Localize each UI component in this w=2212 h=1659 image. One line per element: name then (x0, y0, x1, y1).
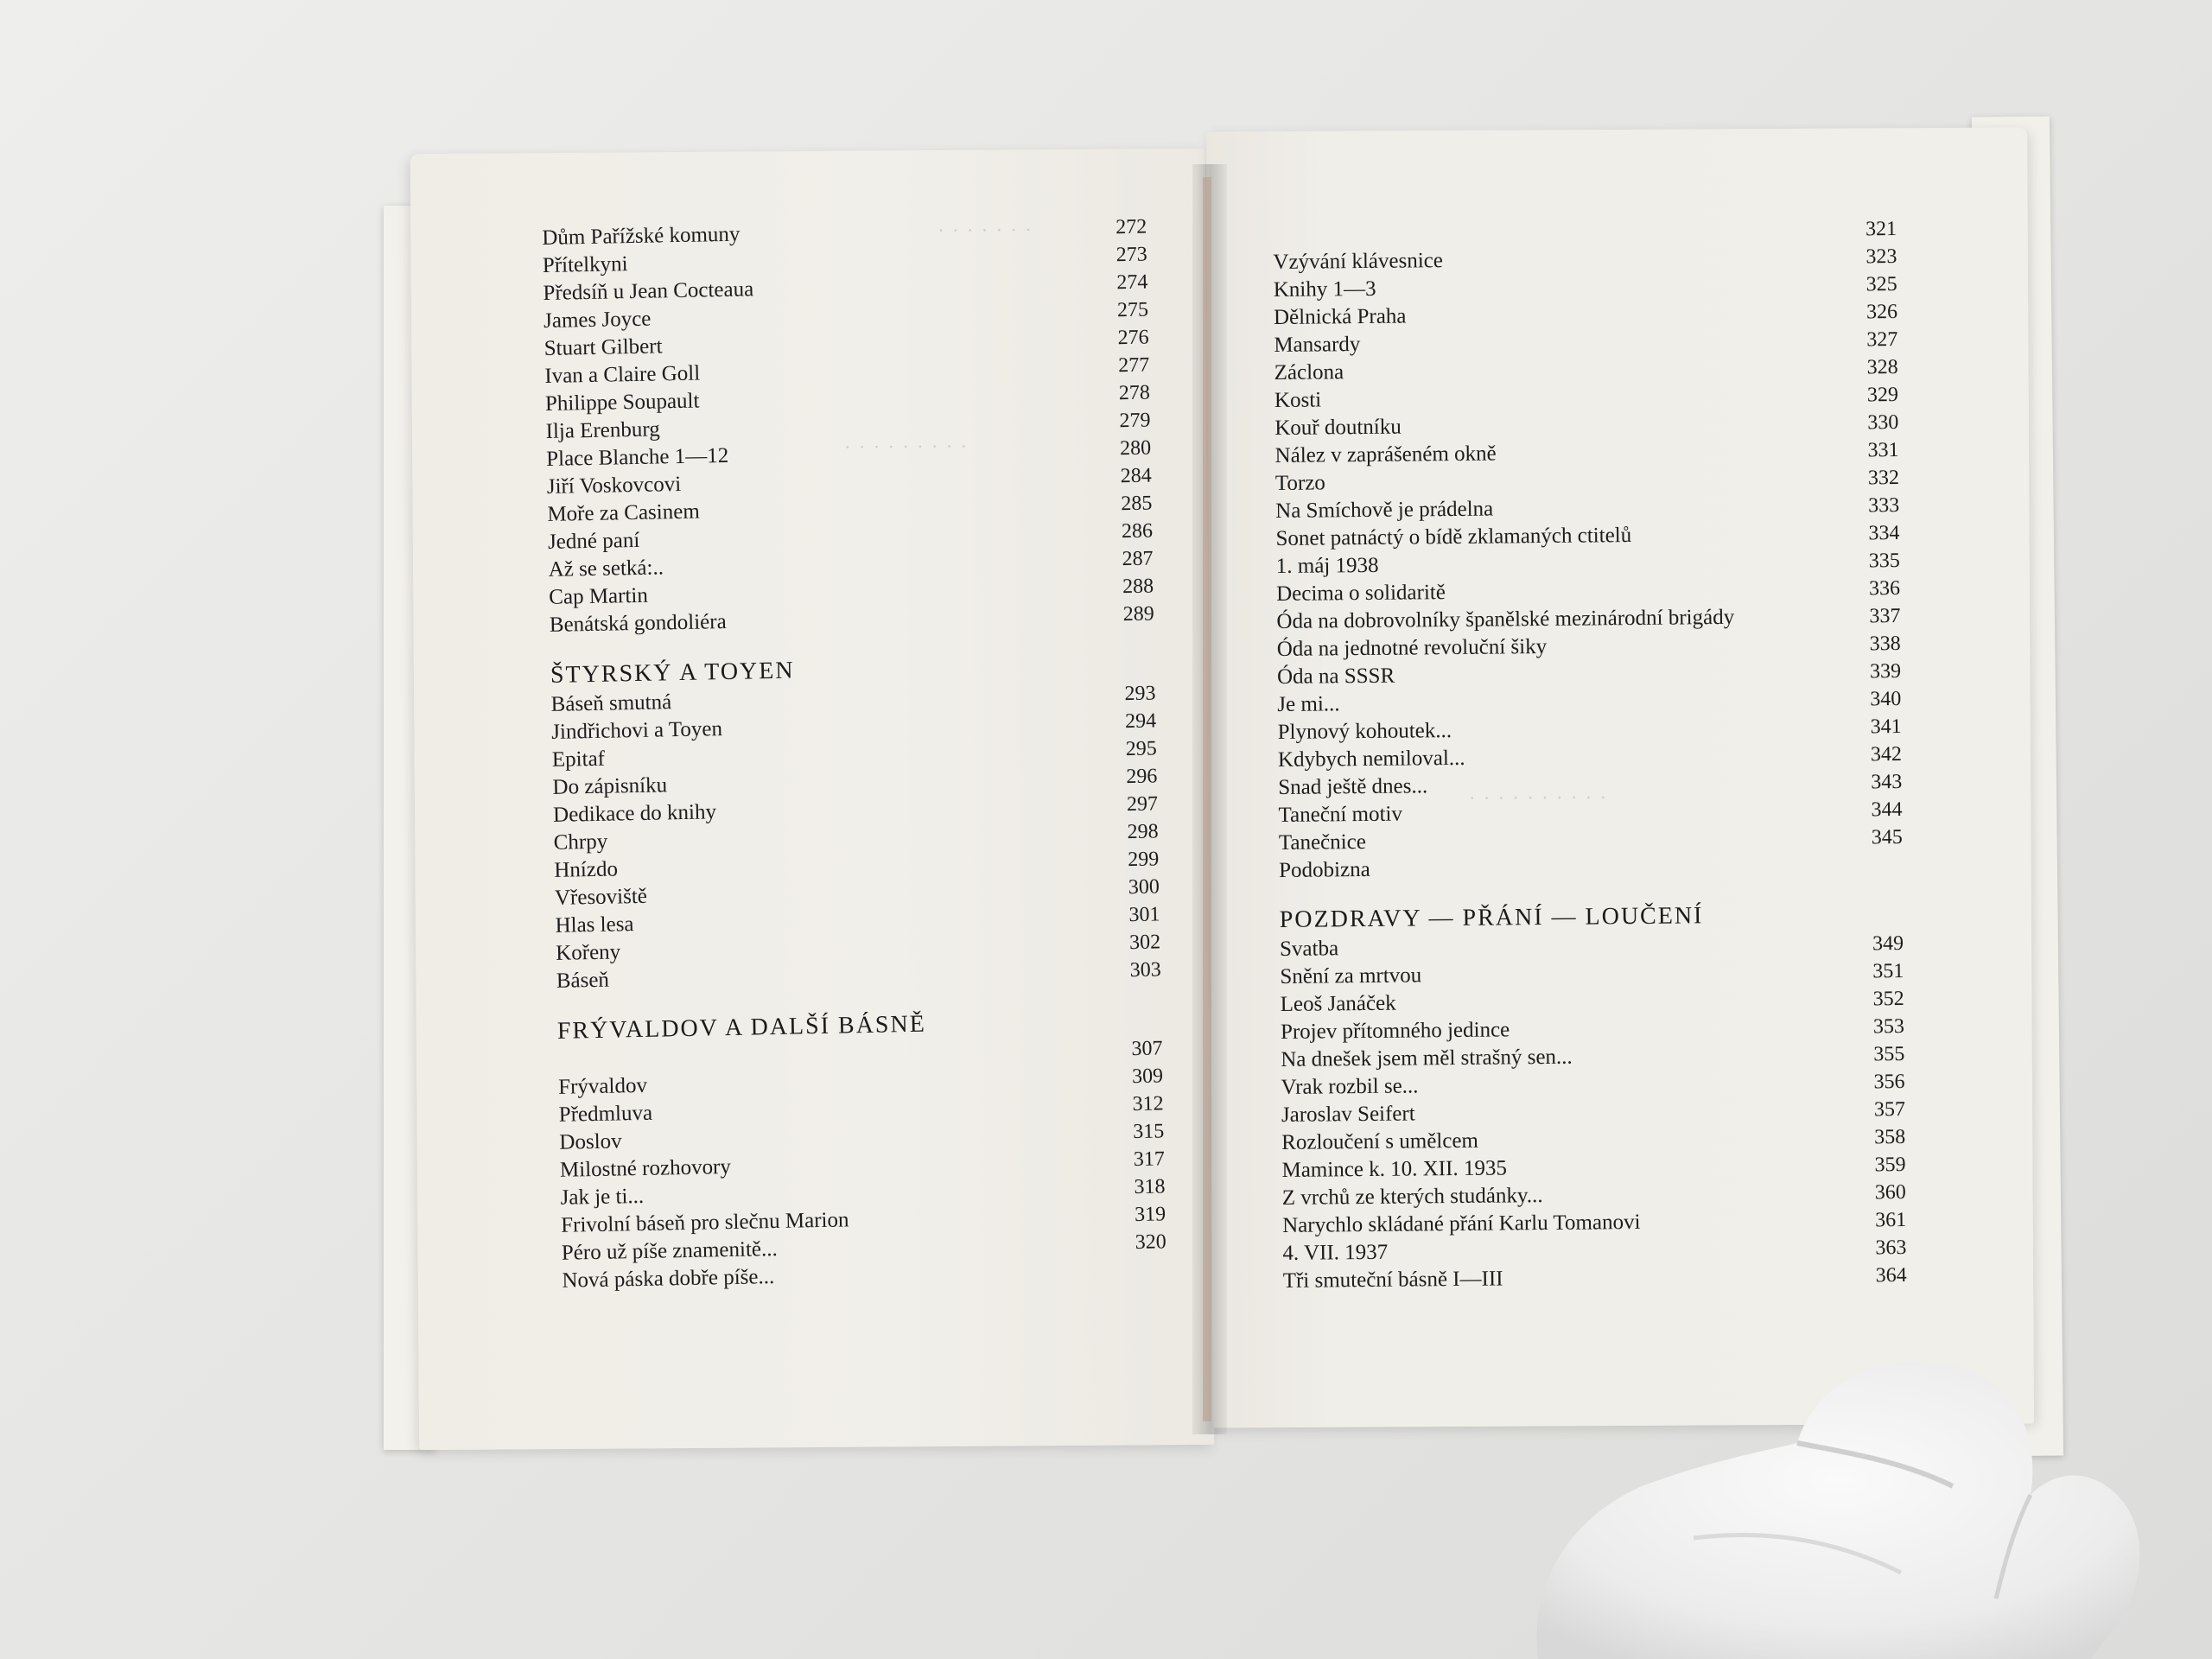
toc-entry-title: James Joyce (543, 307, 652, 333)
toc-entry-title: Předsíň u Jean Cocteaua (543, 277, 754, 305)
right-table-of-contents (1273, 216, 1907, 1295)
toc-entry-page: 301 (1128, 903, 1160, 927)
toc-entry-page: 343 (1871, 771, 1903, 794)
toc-entry-page: 345 (1871, 826, 1903, 849)
toc-entry-title: Mansardy (1274, 333, 1361, 357)
toc-entry-page: 286 (1121, 519, 1154, 543)
toc-entry-title: Kdybych nemiloval... (1277, 746, 1465, 772)
toc-entry-title: Kosti (1274, 388, 1322, 412)
toc-entry-page: 325 (1866, 273, 1897, 296)
toc-list (1273, 216, 1903, 884)
toc-entry-page: 299 (1127, 848, 1160, 872)
toc-entry-page: 335 (1868, 550, 1900, 573)
toc-entry-page: 332 (1867, 467, 1899, 490)
show-through-text: · · · · · · · (938, 219, 1033, 241)
toc-entry-title: Decima o solidaritě (1276, 581, 1446, 606)
toc-entry-page: 338 (1869, 632, 1901, 656)
toc-entry-title: Do zápisníku (552, 773, 668, 799)
toc-entry-page: 352 (1872, 988, 1904, 1011)
toc-entry-page: 317 (1133, 1147, 1166, 1172)
toc-entry-title: Sonet patnáctý o bídě zklamaných ctitelů (1275, 524, 1632, 550)
toc-list (542, 213, 1154, 639)
toc-entry-title: Stuart Gilbert (543, 334, 663, 360)
toc-entry-title: Taneční motiv (1278, 802, 1403, 827)
toc-entry-title: Leoš Janáček (1280, 991, 1396, 1016)
toc-entry-title: Kořeny (555, 940, 621, 965)
toc-entry-page: 272 (1115, 215, 1147, 239)
toc-entry-title: Moře za Casinem (547, 499, 701, 526)
toc-entry-page: 336 (1868, 577, 1901, 601)
toc-entry-page: 334 (1868, 522, 1900, 545)
toc-entry-title: Frivolní báseň pro slečnu Marion (560, 1208, 849, 1237)
toc-entry-title: Projev přítomného jedince (1280, 1018, 1510, 1044)
toc-entry-page: 276 (1117, 326, 1149, 350)
toc-entry-title: Narychlo skládané přání Karlu Tomanovi (1282, 1210, 1641, 1237)
toc-entry-page: 300 (1128, 875, 1160, 899)
toc-entry-page: 342 (1870, 743, 1903, 766)
toc-entry-page: 330 (1867, 411, 1899, 435)
toc-entry-title: Je mi... (1277, 692, 1340, 716)
toc-entry-title: Přítelkyni (542, 252, 628, 277)
show-through-text: · · · · · · · · · · (1469, 786, 1608, 809)
toc-entry-title: Place Blanche 1—12 (545, 443, 729, 471)
toc-entry-page: 285 (1121, 492, 1153, 516)
toc-entry-page: 296 (1126, 765, 1158, 789)
toc-entry-page: 274 (1116, 270, 1148, 295)
section-heading: ŠTYRSKÝ A TOYEN (550, 657, 795, 689)
toc-entry-title: Nález v zaprášeném okně (1274, 442, 1497, 467)
toc-entry-title: Předmluva (558, 1101, 653, 1127)
toc-entry-page: 323 (1866, 245, 1897, 269)
toc-entry-title: Cap Martin (549, 583, 649, 609)
toc-entry-title: Na Smíchově je prádelna (1275, 497, 1494, 523)
toc-entry-page: 356 (1873, 1071, 1905, 1094)
toc-entry-title: Jiří Voskovcovi (546, 472, 682, 499)
toc-entry-page: 328 (1866, 356, 1898, 379)
toc-entry-title: Podobizna (1279, 857, 1370, 882)
toc-entry-title: Knihy 1—3 (1273, 276, 1376, 302)
toc-entry-page: 321 (1865, 218, 1897, 241)
toc-entry-title: Chrpy (553, 830, 608, 855)
toc-entry-title: Philippe Soupault (544, 389, 700, 416)
toc-entry-title: Péro už píše znamenitě... (561, 1236, 778, 1265)
toc-entry-page: 358 (1874, 1126, 1906, 1149)
toc-entry-title: Benátská gondoliéra (549, 609, 727, 637)
toc-list (550, 679, 1161, 995)
toc-entry-title: Óda na SSSR (1276, 664, 1395, 689)
toc-entry-page: 329 (1866, 384, 1899, 407)
toc-entry-page: 339 (1869, 660, 1902, 683)
toc-entry-page: 340 (1870, 688, 1902, 711)
toc-entry-title: Frývaldov (557, 1073, 648, 1099)
section-heading: FRÝVALDOV A DALŠÍ BÁSNĚ (556, 1010, 927, 1045)
toc-entry-title: Epitaf (551, 747, 606, 772)
toc-entry-title: Torzo (1274, 471, 1325, 495)
toc-entry (1279, 851, 1903, 884)
toc-entry-page: 320 (1135, 1230, 1166, 1255)
toc-entry-title: Doslov (559, 1129, 622, 1154)
toc-entry-page: 298 (1127, 820, 1159, 844)
toc-entry-title: Jindřichovi a Toyen (551, 717, 723, 744)
toc-entry-page: 337 (1869, 605, 1901, 628)
toc-entry-title: Vrak rozbil se... (1281, 1074, 1419, 1099)
toc-entry-title: Vzývání klávesnice (1273, 249, 1444, 274)
toc-entry-page: 333 (1868, 494, 1900, 518)
toc-entry-title: Ivan a Claire Goll (544, 361, 701, 388)
toc-entry-title: Nová páska dobře píše... (562, 1265, 775, 1293)
toc-entry-title: Jak je ti... (560, 1184, 645, 1210)
toc-entry-title: Mamince k. 10. XII. 1935 (1281, 1156, 1508, 1182)
white-glove-hand (1434, 1313, 2212, 1659)
toc-entry-page: 349 (1872, 932, 1904, 956)
toc-entry-page: 307 (1131, 1037, 1163, 1061)
toc-entry-title: Ilja Erenburg (545, 417, 660, 443)
toc-entry-page: 360 (1874, 1181, 1906, 1205)
toc-entry-title: Plynový kohoutek... (1277, 719, 1452, 744)
toc-entry-page: 284 (1120, 464, 1152, 488)
toc-entry-page: 353 (1872, 1015, 1905, 1039)
toc-entry-page: 275 (1116, 298, 1149, 322)
toc-entry-page: 287 (1122, 547, 1154, 571)
toc-entry-page: 303 (1129, 958, 1161, 982)
left-table-of-contents (542, 213, 1167, 1294)
toc-entry-page: 344 (1871, 798, 1903, 822)
toc-entry-title: Vřesoviště (554, 884, 648, 910)
toc-entry-title: Snad ještě dnes... (1278, 774, 1428, 799)
toc-entry-title: 4. VII. 1937 (1282, 1240, 1389, 1265)
toc-entry-title: Dělnická Praha (1273, 304, 1407, 329)
toc-entry-page: 327 (1866, 328, 1898, 352)
toc-list (557, 1035, 1166, 1294)
show-through-text: · · · · · · · · · (844, 435, 969, 458)
toc-entry-title: Óda na jednotné revoluční šiky (1276, 634, 1548, 661)
toc-entry-page: 318 (1134, 1175, 1166, 1199)
toc-entry-page: 363 (1875, 1236, 1907, 1260)
toc-entry-title: Milostné rozhovory (559, 1155, 732, 1182)
toc-entry-title: Záclona (1274, 360, 1344, 385)
toc-entry-page: 355 (1873, 1043, 1905, 1066)
toc-entry-page: 312 (1132, 1092, 1164, 1116)
toc-entry-title: Tanečnice (1278, 830, 1366, 855)
toc-entry-title: Dům Pařížské komuny (542, 222, 741, 250)
toc-entry-page: 361 (1874, 1209, 1907, 1232)
toc-entry-page: 326 (1866, 301, 1898, 324)
toc-entry-title: Kouř doutníku (1274, 415, 1402, 440)
toc-entry-page: 341 (1870, 715, 1902, 739)
toc-entry-page: 280 (1119, 436, 1152, 461)
toc-entry-page: 293 (1124, 682, 1156, 706)
toc-entry-title: Svatba (1279, 937, 1339, 961)
toc-entry-page: 331 (1867, 439, 1899, 462)
toc-entry-page: 277 (1118, 353, 1150, 378)
toc-entry-page: 279 (1119, 409, 1151, 433)
toc-entry-title: Óda na dobrovolníky španělské mezinárodní brigády (1276, 605, 1735, 633)
toc-entry-page: 309 (1131, 1065, 1164, 1089)
toc-entry-page: 315 (1133, 1120, 1165, 1144)
toc-entry-title: 1. máj 1938 (1275, 553, 1379, 578)
toc-entry-title: Báseň (556, 968, 610, 993)
toc-entry-page: 357 (1873, 1098, 1906, 1122)
toc-entry-title: Na dnešek jsem měl strašný sen... (1281, 1045, 1573, 1071)
toc-entry-page: 302 (1128, 931, 1161, 955)
toc-entry-page: 289 (1122, 602, 1155, 626)
toc-entry-title: Snění za mrtvou (1280, 963, 1422, 988)
toc-entry-page: 359 (1874, 1154, 1906, 1177)
toc-entry-page: 351 (1872, 960, 1904, 983)
toc-entry-page: 273 (1116, 243, 1148, 267)
toc-entry-page: 294 (1124, 709, 1157, 734)
toc-entry-page: 364 (1875, 1264, 1907, 1287)
toc-entry-title: Rozloučení s umělcem (1281, 1128, 1479, 1154)
toc-entry-title: Hnízdo (554, 857, 619, 882)
toc-entry-title: Hlas lesa (555, 912, 634, 938)
toc-entry-title: Báseň smutná (550, 690, 672, 716)
toc-entry-title: Až se setká:.. (548, 556, 664, 582)
toc-entry-page: 278 (1118, 381, 1151, 405)
toc-entry-title: Jaroslav Seifert (1281, 1102, 1415, 1127)
section-heading: POZDRAVY — PŘÁNÍ — LOUČENÍ (1279, 902, 1704, 933)
toc-entry-title: Tři smuteční básně I—III (1282, 1267, 1503, 1293)
toc-entry-title: Z vrchů ze kterých studánky... (1281, 1184, 1543, 1210)
toc-entry-title: Dedikace do knihy (552, 800, 717, 827)
spine-binding (1203, 177, 1211, 1421)
toc-entry-page: 288 (1122, 575, 1154, 599)
toc-list (1280, 930, 1907, 1295)
toc-entry-title: Jedné paní (547, 528, 640, 554)
toc-entry-page: 319 (1134, 1203, 1166, 1227)
toc-entry-page: 295 (1125, 737, 1158, 761)
toc-entry-page: 297 (1126, 792, 1159, 817)
